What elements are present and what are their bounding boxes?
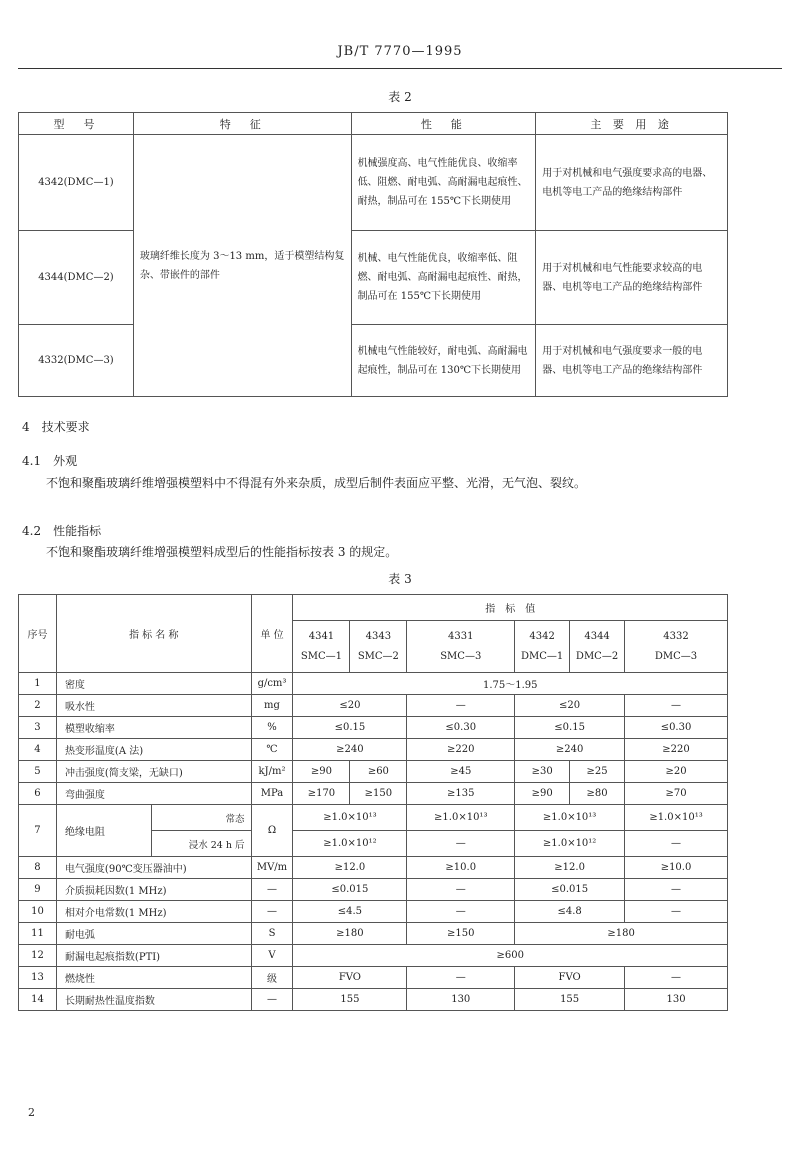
table2-header-performance: 性 能 <box>351 113 536 135</box>
value-cell: — <box>407 695 515 717</box>
property-name: 弯曲强度 <box>56 783 251 805</box>
value-cell: ≥25 <box>570 761 625 783</box>
value-cell: ≤0.015 <box>515 879 625 901</box>
value-cell: ≥180 <box>515 923 728 945</box>
grade-4343: 4343 SMC—2 <box>350 621 407 673</box>
value-cell: ≥240 <box>515 739 625 761</box>
value-cell: ≥45 <box>407 761 515 783</box>
property-subname: 浸水 24 h 后 <box>151 831 251 857</box>
header-no: 序号 <box>19 595 57 673</box>
document-code: JB/T 7770—1995 <box>337 44 463 59</box>
value-cell: 155 <box>515 989 625 1011</box>
unit-cell: ℃ <box>251 739 293 761</box>
table2-header-model: 型 号 <box>19 113 134 135</box>
unit-cell: % <box>251 717 293 739</box>
header-value: 指 标 值 <box>293 595 728 621</box>
table2-caption: 表 2 <box>388 90 412 104</box>
model-cell: 4332(DMC—3) <box>19 325 134 397</box>
value-cell: — <box>625 967 728 989</box>
table3-caption: 表 3 <box>388 572 412 586</box>
value-cell: 155 <box>293 989 407 1011</box>
value-cell: — <box>407 901 515 923</box>
grade-4332: 4332 DMC—3 <box>625 621 728 673</box>
grade-4341: 4341 SMC—1 <box>293 621 350 673</box>
performance-cell: 机械、电气性能优良，收缩率低、阻燃、耐电弧、高耐漏电起痕性、耐热，制品可在 155℃下长期使用 <box>351 231 536 325</box>
property-name: 耐电弧 <box>56 923 251 945</box>
grade-4342: 4342 DMC—1 <box>515 621 570 673</box>
value-cell: — <box>625 695 728 717</box>
section-4-1-title: 4.1 外观 <box>22 454 78 468</box>
value-cell: ≥600 <box>293 945 728 967</box>
row-no: 4 <box>19 739 57 761</box>
table-row <box>19 783 728 805</box>
value-cell: ≤0.30 <box>625 717 728 739</box>
page-number: 2 <box>28 1106 35 1119</box>
table-row <box>19 325 728 397</box>
property-name: 热变形温度(A 法) <box>56 739 251 761</box>
table-row <box>19 231 728 325</box>
row-no: 1 <box>19 673 57 695</box>
table2-header-row <box>19 113 728 135</box>
table-row <box>19 717 728 739</box>
value-cell: ≥12.0 <box>515 857 625 879</box>
value-cell: ≥1.0×10¹³ <box>515 805 625 831</box>
value-cell: ≥1.0×10¹³ <box>625 805 728 831</box>
property-name: 密度 <box>56 673 251 695</box>
unit-cell: V <box>251 945 293 967</box>
value-cell: ≥60 <box>350 761 407 783</box>
property-subname: 常态 <box>151 805 251 831</box>
value-cell: FVO <box>515 967 625 989</box>
table-row <box>19 879 728 901</box>
value-cell: — <box>625 831 728 857</box>
table3-header-row <box>19 595 728 621</box>
section-4-title: 4 技术要求 <box>22 420 90 434</box>
value-cell: — <box>407 967 515 989</box>
value-cell: — <box>625 901 728 923</box>
table-row <box>19 673 728 695</box>
unit-cell: — <box>251 879 293 901</box>
value-cell: ≤0.015 <box>293 879 407 901</box>
value-cell: ≥90 <box>515 783 570 805</box>
value-cell: ≥90 <box>293 761 350 783</box>
property-name: 冲击强度(简支梁，无缺口) <box>56 761 251 783</box>
row-no: 13 <box>19 967 57 989</box>
table-row <box>19 967 728 989</box>
performance-cell: 机械强度高、电气性能优良、收缩率低、阻燃、耐电弧、高耐漏电起痕性、耐热，制品可在 155℃下长期使用 <box>351 135 536 231</box>
value-cell: ≤20 <box>515 695 625 717</box>
table-row <box>19 135 728 231</box>
value-cell: ≤4.8 <box>515 901 625 923</box>
row-no: 9 <box>19 879 57 901</box>
feature-cell: 玻璃纤维长度为 3～13 mm，适于模塑结构复杂、带嵌件的部件 <box>133 135 351 397</box>
value-cell: — <box>407 879 515 901</box>
row-no: 12 <box>19 945 57 967</box>
unit-cell: — <box>251 901 293 923</box>
value-cell: ≤4.5 <box>293 901 407 923</box>
value-cell: ≥240 <box>293 739 407 761</box>
value-cell: ≥180 <box>293 923 407 945</box>
section-4-1-text: 不饱和聚酯玻璃纤维增强模塑料中不得混有外来杂质，成型后制件表面应平整、光滑，无气泡、裂纹。 <box>46 476 587 490</box>
value-cell: ≤0.15 <box>515 717 625 739</box>
row-no: 14 <box>19 989 57 1011</box>
table2-header-feature: 特 征 <box>133 113 351 135</box>
table2-header-use: 主 要 用 途 <box>536 113 728 135</box>
performance-cell: 机械电气性能较好，耐电弧、高耐漏电起痕性，制品可在 130℃下长期使用 <box>351 325 536 397</box>
property-name: 吸水性 <box>56 695 251 717</box>
value-cell: ≤0.30 <box>407 717 515 739</box>
value-cell: — <box>407 831 515 857</box>
property-name: 电气强度(90℃变压器油中) <box>56 857 251 879</box>
unit-cell: g/cm³ <box>251 673 293 695</box>
value-cell: ≥20 <box>625 761 728 783</box>
model-cell: 4342(DMC—1) <box>19 135 134 231</box>
table-row <box>19 989 728 1011</box>
value-cell: ≥10.0 <box>625 857 728 879</box>
value-cell: ≥150 <box>350 783 407 805</box>
value-cell: ≥1.0×10¹³ <box>407 805 515 831</box>
row-no: 10 <box>19 901 57 923</box>
table-row <box>19 805 728 831</box>
row-no: 6 <box>19 783 57 805</box>
header-unit: 单 位 <box>251 595 293 673</box>
section-4-2-text: 不饱和聚酯玻璃纤维增强模塑料成型后的性能指标按表 3 的规定。 <box>46 545 398 559</box>
value-cell: FVO <box>293 967 407 989</box>
unit-cell: Ω <box>251 805 293 857</box>
value-cell: ≥170 <box>293 783 350 805</box>
table-3 <box>18 594 728 1011</box>
table-row <box>19 901 728 923</box>
value-cell: ≥80 <box>570 783 625 805</box>
property-name: 介质损耗因数(1 MHz) <box>56 879 251 901</box>
use-cell: 用于对机械和电气强度要求一般的电器、电机等电工产品的绝缘结构部件 <box>536 325 728 397</box>
value-cell: ≤0.15 <box>293 717 407 739</box>
grade-4344: 4344 DMC—2 <box>570 621 625 673</box>
value-cell: ≥70 <box>625 783 728 805</box>
value-cell: ≥30 <box>515 761 570 783</box>
table-row <box>19 739 728 761</box>
unit-cell: MV/m <box>251 857 293 879</box>
model-cell: 4344(DMC—2) <box>19 231 134 325</box>
unit-cell: mg <box>251 695 293 717</box>
header-rule <box>18 68 782 69</box>
table-row <box>19 695 728 717</box>
property-name: 耐漏电起痕指数(PTI) <box>56 945 251 967</box>
row-no: 11 <box>19 923 57 945</box>
unit-cell: — <box>251 989 293 1011</box>
value-cell: 130 <box>625 989 728 1011</box>
value-cell: ≥10.0 <box>407 857 515 879</box>
header-name: 指 标 名 称 <box>56 595 251 673</box>
table-row <box>19 857 728 879</box>
value-cell: ≥1.0×10¹³ <box>293 805 407 831</box>
value-cell: 130 <box>407 989 515 1011</box>
value-cell: ≥1.0×10¹² <box>293 831 407 857</box>
row-no: 5 <box>19 761 57 783</box>
unit-cell: 级 <box>251 967 293 989</box>
row-no: 8 <box>19 857 57 879</box>
unit-cell: S <box>251 923 293 945</box>
value-cell: ≤20 <box>293 695 407 717</box>
table-row <box>19 945 728 967</box>
property-name: 相对介电常数(1 MHz) <box>56 901 251 923</box>
property-name: 模塑收缩率 <box>56 717 251 739</box>
value-cell: ≥135 <box>407 783 515 805</box>
use-cell: 用于对机械和电气性能要求较高的电器、电机等电工产品的绝缘结构部件 <box>536 231 728 325</box>
row-no: 3 <box>19 717 57 739</box>
row-no: 2 <box>19 695 57 717</box>
section-4-2-title: 4.2 性能指标 <box>22 524 102 538</box>
property-name: 绝缘电阻 <box>56 805 151 857</box>
value-cell: ≥150 <box>407 923 515 945</box>
unit-cell: MPa <box>251 783 293 805</box>
table-2 <box>18 112 728 397</box>
value-cell: ≥12.0 <box>293 857 407 879</box>
table-row <box>19 761 728 783</box>
value-cell: ≥1.0×10¹² <box>515 831 625 857</box>
property-name: 燃烧性 <box>56 967 251 989</box>
table-row <box>19 923 728 945</box>
value-cell: ≥220 <box>625 739 728 761</box>
unit-cell: kJ/m² <box>251 761 293 783</box>
value-cell: 1.75～1.95 <box>293 673 728 695</box>
property-name: 长期耐热性温度指数 <box>56 989 251 1011</box>
row-no: 7 <box>19 805 57 857</box>
grade-4331: 4331 SMC—3 <box>407 621 515 673</box>
value-cell: — <box>625 879 728 901</box>
value-cell: ≥220 <box>407 739 515 761</box>
use-cell: 用于对机械和电气强度要求高的电器、电机等电工产品的绝缘结构部件 <box>536 135 728 231</box>
